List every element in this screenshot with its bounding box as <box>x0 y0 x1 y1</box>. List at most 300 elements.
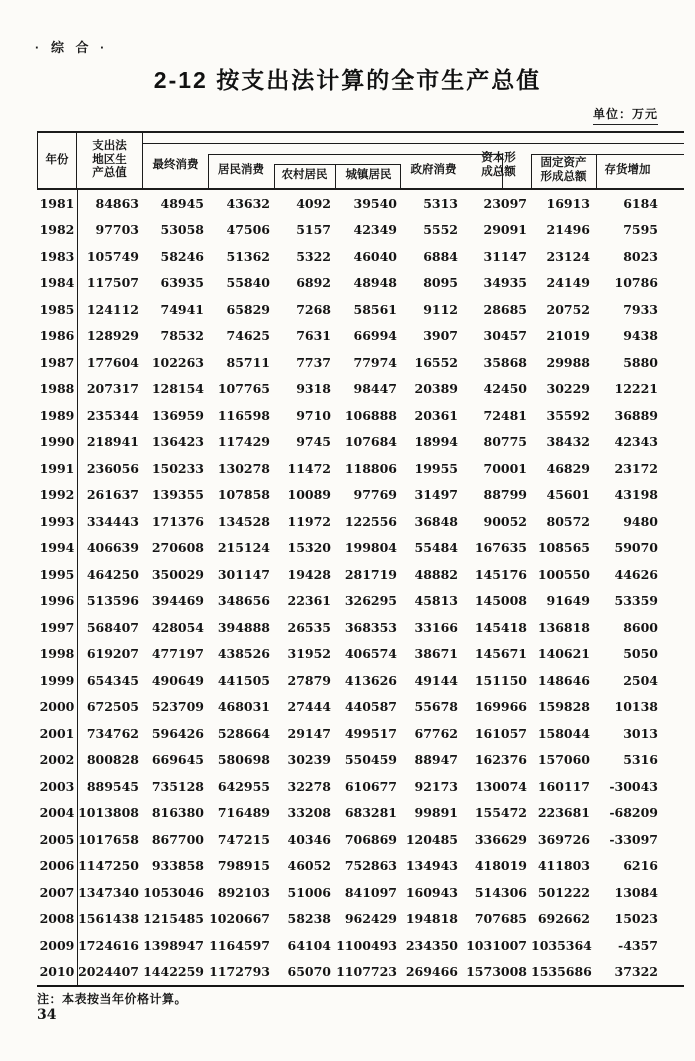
value-cell: 9480 <box>623 513 658 529</box>
value-cell: 2504 <box>623 672 658 688</box>
value-cell: 800828 <box>86 752 139 768</box>
value-cell: 136818 <box>537 619 590 635</box>
value-cell: 13084 <box>614 884 658 900</box>
value-cell: 46040 <box>353 248 397 264</box>
table-row <box>37 482 684 509</box>
value-cell: 15320 <box>287 540 331 556</box>
value-cell: 53058 <box>160 222 204 238</box>
value-cell: 31952 <box>287 646 331 662</box>
value-cell: 326295 <box>344 593 397 609</box>
value-cell: 63935 <box>160 275 204 291</box>
value-cell: 369726 <box>537 831 590 847</box>
value-cell: 199804 <box>344 540 397 556</box>
value-cell: 270608 <box>151 540 204 556</box>
value-cell: 72481 <box>483 407 527 423</box>
value-cell: 236056 <box>86 460 139 476</box>
value-cell: 5316 <box>623 752 658 768</box>
value-cell: 33166 <box>414 619 458 635</box>
value-cell: 9438 <box>623 328 658 344</box>
value-cell: 933858 <box>151 858 204 874</box>
table-row <box>37 243 684 270</box>
value-cell: 7737 <box>296 354 331 370</box>
table-row <box>37 561 684 588</box>
value-cell: 580698 <box>217 752 270 768</box>
value-cell: 118806 <box>344 460 397 476</box>
value-cell: 130278 <box>217 460 270 476</box>
table-row <box>37 747 684 774</box>
value-cell: 105749 <box>86 248 139 264</box>
header-urban-residents-label: 城镇居民 <box>345 169 392 182</box>
value-cell: 140621 <box>537 646 590 662</box>
value-cell: 46052 <box>287 858 331 874</box>
value-cell: 683281 <box>344 805 397 821</box>
value-cell: 207317 <box>86 381 139 397</box>
value-cell: 336629 <box>474 831 527 847</box>
value-cell: 610677 <box>344 778 397 794</box>
value-cell: -4357 <box>618 937 658 953</box>
value-cell: 116598 <box>217 407 270 423</box>
value-cell: 816380 <box>151 805 204 821</box>
year-cell: 2002 <box>39 752 75 768</box>
value-cell: 394469 <box>151 593 204 609</box>
value-cell: 139355 <box>151 487 204 503</box>
value-cell: 157060 <box>537 752 590 768</box>
value-cell: 1013808 <box>78 805 139 821</box>
value-cell: 45813 <box>414 593 458 609</box>
value-cell: 134943 <box>405 858 458 874</box>
value-cell: 74941 <box>160 301 204 317</box>
value-cell: 301147 <box>217 566 270 582</box>
year-cell: 2004 <box>39 805 75 821</box>
value-cell: 22361 <box>287 593 331 609</box>
value-cell: 108565 <box>537 540 590 556</box>
value-cell: 889545 <box>86 778 139 794</box>
header-rural-residents <box>274 164 335 188</box>
value-cell: 7933 <box>623 301 658 317</box>
header-inventory-increase <box>596 154 684 188</box>
value-cell: 654345 <box>86 672 139 688</box>
value-cell: 7631 <box>296 328 331 344</box>
value-cell: 418019 <box>474 858 527 874</box>
value-cell: 33208 <box>287 805 331 821</box>
section-label: · 综 合 · <box>35 40 109 55</box>
header-household-consumption-label: 居民消费 <box>218 164 264 177</box>
table-body <box>37 190 684 987</box>
value-cell: 752863 <box>344 858 397 874</box>
header-capital-formation <box>466 143 531 188</box>
value-cell: 234350 <box>405 937 458 953</box>
year-cell: 1986 <box>39 328 75 344</box>
table-row <box>37 959 684 986</box>
header-inventory-increase-label: 存货增加 <box>604 164 651 177</box>
value-cell: 9318 <box>296 381 331 397</box>
value-cell: 15023 <box>614 911 658 927</box>
value-cell: 37322 <box>614 964 658 980</box>
value-cell: 841097 <box>344 884 397 900</box>
value-cell: 145008 <box>474 593 527 609</box>
value-cell: -30043 <box>609 778 658 794</box>
value-cell: 134528 <box>217 513 270 529</box>
value-cell: 98447 <box>353 381 397 397</box>
year-cell: 1991 <box>39 460 75 476</box>
value-cell: 145671 <box>474 646 527 662</box>
value-cell: 1164597 <box>209 937 270 953</box>
value-cell: 1561438 <box>78 911 139 927</box>
value-cell: -33097 <box>609 831 658 847</box>
table-note: 注：本表按当年价格计算。 <box>37 992 188 1006</box>
table-row <box>37 694 684 721</box>
value-cell: 18994 <box>414 434 458 450</box>
value-cell: 10138 <box>614 699 658 715</box>
table-row <box>37 588 684 615</box>
value-cell: 27444 <box>287 699 331 715</box>
value-cell: 867700 <box>151 831 204 847</box>
value-cell: 84863 <box>95 195 139 211</box>
value-cell: 160117 <box>537 778 590 794</box>
value-cell: 1535686 <box>531 964 592 980</box>
year-column-divider <box>77 190 78 985</box>
value-cell: 29091 <box>483 222 527 238</box>
value-cell: 10089 <box>287 487 331 503</box>
value-cell: 102263 <box>151 354 204 370</box>
value-cell: 1147250 <box>78 858 139 874</box>
value-cell: 136423 <box>151 434 204 450</box>
value-cell: 490649 <box>151 672 204 688</box>
value-cell: 117507 <box>86 275 139 291</box>
year-cell: 1989 <box>39 407 75 423</box>
table-row <box>37 932 684 959</box>
value-cell: 20361 <box>414 407 458 423</box>
value-cell: 406639 <box>86 540 139 556</box>
value-cell: 130074 <box>474 778 527 794</box>
year-cell: 1992 <box>39 487 75 503</box>
value-cell: 48882 <box>414 566 458 582</box>
value-cell: 6892 <box>296 275 331 291</box>
table-row <box>37 296 684 323</box>
value-cell: 158044 <box>537 725 590 741</box>
value-cell: 514306 <box>474 884 527 900</box>
value-cell: 100550 <box>537 566 590 582</box>
value-cell: 151150 <box>474 672 527 688</box>
value-cell: 706869 <box>344 831 397 847</box>
value-cell: 88799 <box>483 487 527 503</box>
value-cell: 368353 <box>344 619 397 635</box>
header-gdp <box>77 133 143 188</box>
value-cell: 8095 <box>423 275 458 291</box>
value-cell: 65829 <box>226 301 270 317</box>
value-cell: 48948 <box>353 275 397 291</box>
header-gdp-label: 支出法地区生产总值 <box>92 139 127 180</box>
value-cell: 42349 <box>353 222 397 238</box>
value-cell: 177604 <box>86 354 139 370</box>
value-cell: 4092 <box>296 195 331 211</box>
value-cell: 90052 <box>483 513 527 529</box>
value-cell: 1020667 <box>209 911 270 927</box>
value-cell: 11472 <box>287 460 331 476</box>
value-cell: 29988 <box>546 354 590 370</box>
value-cell: 65070 <box>287 964 331 980</box>
value-cell: 43198 <box>614 487 658 503</box>
value-cell: 47506 <box>226 222 270 238</box>
value-cell: 707685 <box>474 911 527 927</box>
year-cell: 1997 <box>39 619 75 635</box>
value-cell: 9710 <box>296 407 331 423</box>
value-cell: 59070 <box>614 540 658 556</box>
value-cell: 31497 <box>414 487 458 503</box>
value-cell: 1215485 <box>143 911 204 927</box>
value-cell: 12221 <box>614 381 658 397</box>
value-cell: 501222 <box>537 884 590 900</box>
value-cell: 468031 <box>217 699 270 715</box>
value-cell: 215124 <box>217 540 270 556</box>
value-cell: 798915 <box>217 858 270 874</box>
value-cell: 23097 <box>483 195 527 211</box>
value-cell: 734762 <box>86 725 139 741</box>
value-cell: 1031007 <box>466 937 527 953</box>
value-cell: 88947 <box>414 752 458 768</box>
header-final-consumption-label: 最终消费 <box>152 158 199 171</box>
value-cell: 20752 <box>546 301 590 317</box>
value-cell: 747215 <box>217 831 270 847</box>
year-cell: 1999 <box>39 672 75 688</box>
value-cell: 1035364 <box>531 937 592 953</box>
value-cell: 122556 <box>344 513 397 529</box>
value-cell: 21496 <box>546 222 590 238</box>
value-cell: 281719 <box>344 566 397 582</box>
value-cell: 5322 <box>296 248 331 264</box>
value-cell: 49144 <box>414 672 458 688</box>
value-cell: 171376 <box>151 513 204 529</box>
year-cell: 1988 <box>39 381 75 397</box>
value-cell: 3013 <box>623 725 658 741</box>
value-cell: 16552 <box>414 354 458 370</box>
value-cell: 74625 <box>226 328 270 344</box>
value-cell: 150233 <box>151 460 204 476</box>
value-cell: 145176 <box>474 566 527 582</box>
header-capital-formation-label: 资本形成总额 <box>481 151 516 178</box>
value-cell: 48945 <box>160 195 204 211</box>
value-cell: 394888 <box>217 619 270 635</box>
value-cell: 21019 <box>546 328 590 344</box>
value-cell: 596426 <box>151 725 204 741</box>
value-cell: 97703 <box>95 222 139 238</box>
header-final-consumption <box>143 143 208 188</box>
value-cell: 136959 <box>151 407 204 423</box>
value-cell: 672505 <box>86 699 139 715</box>
value-cell: 169966 <box>474 699 527 715</box>
value-cell: 23124 <box>546 248 590 264</box>
value-cell: 1053046 <box>143 884 204 900</box>
value-cell: 155472 <box>474 805 527 821</box>
value-cell: 145418 <box>474 619 527 635</box>
header-government-consumption-label: 政府消费 <box>410 164 457 177</box>
value-cell: 55678 <box>414 699 458 715</box>
value-cell: 32278 <box>287 778 331 794</box>
table-header <box>37 131 684 190</box>
table-row <box>37 720 684 747</box>
value-cell: 669645 <box>151 752 204 768</box>
value-cell: 148646 <box>537 672 590 688</box>
value-cell: 55484 <box>414 540 458 556</box>
value-cell: 20389 <box>414 381 458 397</box>
value-cell: 1573008 <box>466 964 527 980</box>
value-cell: 528664 <box>217 725 270 741</box>
value-cell: 31147 <box>483 248 527 264</box>
value-cell: 568407 <box>86 619 139 635</box>
value-cell: 619207 <box>86 646 139 662</box>
table-row <box>37 614 684 641</box>
value-cell: 716489 <box>217 805 270 821</box>
value-cell: 44626 <box>614 566 658 582</box>
value-cell: 107765 <box>217 381 270 397</box>
value-cell: 106888 <box>344 407 397 423</box>
value-cell: 6216 <box>623 858 658 874</box>
value-cell: 24149 <box>546 275 590 291</box>
value-cell: 36848 <box>414 513 458 529</box>
value-cell: 1724616 <box>78 937 139 953</box>
value-cell: 80572 <box>546 513 590 529</box>
header-fixed-asset-formation <box>531 154 596 188</box>
value-cell: 348656 <box>217 593 270 609</box>
table-row <box>37 217 684 244</box>
value-cell: 550459 <box>344 752 397 768</box>
value-cell: 85711 <box>226 354 270 370</box>
value-cell: 261637 <box>86 487 139 503</box>
value-cell: 53359 <box>614 593 658 609</box>
page-title: 2-12 按支出法计算的全市生产总值 <box>153 67 542 93</box>
value-cell: 64104 <box>287 937 331 953</box>
table-row <box>37 800 684 827</box>
value-cell: 735128 <box>151 778 204 794</box>
table-row <box>37 667 684 694</box>
value-cell: 406574 <box>344 646 397 662</box>
value-cell: 77974 <box>353 354 397 370</box>
table-row <box>37 402 684 429</box>
value-cell: 35868 <box>483 354 527 370</box>
year-cell: 1998 <box>39 646 75 662</box>
table-row <box>37 535 684 562</box>
table-row <box>37 429 684 456</box>
value-cell: 42343 <box>614 434 658 450</box>
year-cell: 1993 <box>39 513 75 529</box>
value-cell: 34935 <box>483 275 527 291</box>
table-row <box>37 349 684 376</box>
value-cell: 40346 <box>287 831 331 847</box>
value-cell: 159828 <box>537 699 590 715</box>
table-row <box>37 773 684 800</box>
header-year <box>37 133 77 188</box>
value-cell: 1172793 <box>209 964 270 980</box>
year-cell: 1994 <box>39 540 75 556</box>
table-row <box>37 323 684 350</box>
value-cell: 5880 <box>623 354 658 370</box>
value-cell: 128154 <box>151 381 204 397</box>
value-cell: 7268 <box>296 301 331 317</box>
value-cell: 58238 <box>287 911 331 927</box>
value-cell: 160943 <box>405 884 458 900</box>
unit-label: 单位：万元 <box>593 105 658 125</box>
table-row <box>37 826 684 853</box>
value-cell: 38432 <box>546 434 590 450</box>
value-cell: 5050 <box>623 646 658 662</box>
year-cell: 1984 <box>39 275 75 291</box>
header-fixed-asset-formation-label: 固定资产形成总额 <box>540 157 587 183</box>
value-cell: 334443 <box>86 513 139 529</box>
value-cell: 428054 <box>151 619 204 635</box>
value-cell: 477197 <box>151 646 204 662</box>
table-row <box>37 853 684 880</box>
year-cell: 2006 <box>39 858 75 874</box>
value-cell: 70001 <box>483 460 527 476</box>
value-cell: 51006 <box>287 884 331 900</box>
value-cell: 117429 <box>217 434 270 450</box>
value-cell: 55840 <box>226 275 270 291</box>
year-cell: 1985 <box>39 301 75 317</box>
value-cell: 66994 <box>353 328 397 344</box>
value-cell: 440587 <box>344 699 397 715</box>
year-cell: 1983 <box>39 248 75 264</box>
value-cell: 80775 <box>483 434 527 450</box>
value-cell: 30239 <box>287 752 331 768</box>
value-cell: 46829 <box>546 460 590 476</box>
table-row <box>37 906 684 933</box>
value-cell: 29147 <box>287 725 331 741</box>
value-cell: 6884 <box>423 248 458 264</box>
value-cell: 23172 <box>614 460 658 476</box>
value-cell: 27879 <box>287 672 331 688</box>
table-row <box>37 190 684 217</box>
value-cell: 120485 <box>405 831 458 847</box>
value-cell: 161057 <box>474 725 527 741</box>
year-cell: 1987 <box>39 354 75 370</box>
value-cell: 350029 <box>151 566 204 582</box>
header-year-label: 年份 <box>45 153 69 166</box>
value-cell: 1107723 <box>336 964 397 980</box>
value-cell: 107858 <box>217 487 270 503</box>
value-cell: 99891 <box>414 805 458 821</box>
value-cell: 8023 <box>623 248 658 264</box>
table-row <box>37 879 684 906</box>
value-cell: 235344 <box>86 407 139 423</box>
year-cell: 2008 <box>39 911 75 927</box>
value-cell: 45601 <box>546 487 590 503</box>
value-cell: 67762 <box>414 725 458 741</box>
header-household-consumption <box>208 154 274 188</box>
header-urban-residents <box>335 164 401 188</box>
value-cell: 107684 <box>344 434 397 450</box>
value-cell: 194818 <box>405 911 458 927</box>
year-cell: 1995 <box>39 566 75 582</box>
table-row <box>37 508 684 535</box>
value-cell: 10786 <box>614 275 658 291</box>
value-cell: 413626 <box>344 672 397 688</box>
page-number: 34 <box>37 1007 57 1023</box>
year-cell: 1981 <box>39 195 75 211</box>
value-cell: 92173 <box>414 778 458 794</box>
value-cell: 1347340 <box>78 884 139 900</box>
value-cell: 128929 <box>86 328 139 344</box>
value-cell: 16913 <box>546 195 590 211</box>
value-cell: 962429 <box>344 911 397 927</box>
value-cell: 3907 <box>423 328 458 344</box>
header-group-rule <box>143 143 684 144</box>
value-cell: 1442259 <box>143 964 204 980</box>
value-cell: 411803 <box>537 858 590 874</box>
table-row <box>37 376 684 403</box>
year-cell: 2010 <box>39 964 75 980</box>
value-cell: 91649 <box>546 593 590 609</box>
value-cell: 218941 <box>86 434 139 450</box>
